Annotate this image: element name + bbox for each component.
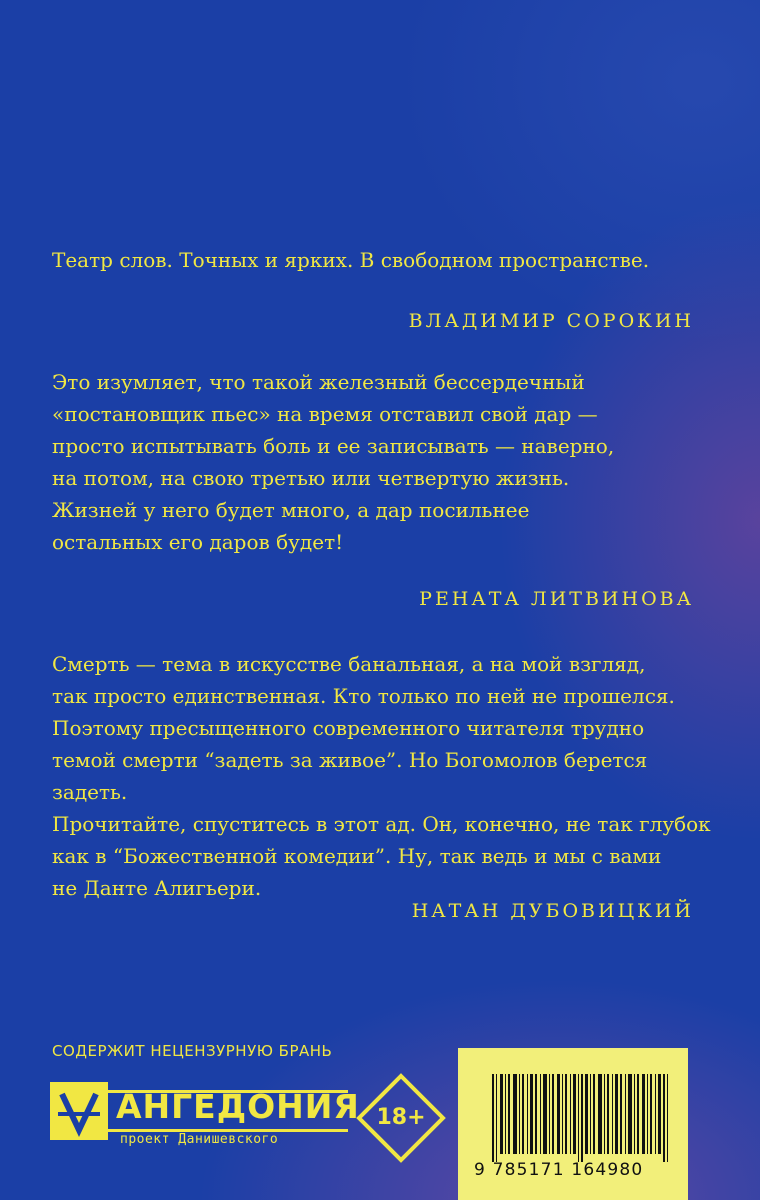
- quote-2-text: Это изумляет, что такой железный бессердечный «постановщик пьес» на время отставил свой дар — просто испытывать боль и ее записывать — наверно, на потом, на свою третью или четвертую жизнь. Жизней у него будет много, а дар посильнее остальных его даров будет!: [52, 370, 615, 554]
- publisher-logo: [50, 1082, 360, 1152]
- publisher-emblem-icon: [50, 1082, 108, 1140]
- profanity-warning: СОДЕРЖИТ НЕЦЕНЗУРНУЮ БРАНЬ: [52, 1042, 333, 1060]
- quote-2-author: РЕНАТА ЛИТВИНОВА: [419, 588, 694, 610]
- quote-3-text: Смерть — тема в искусстве банальная, а на мой взгляд, так просто единственная. Кто только по ней не прошелся. Поэтому пресыщенного современного читателя трудно темой смерти “задеть за живое”. Но Богомолов берется задеть. Прочитайте, спуститесь в этот ад. Он, конечно, не так глубок как в “Божественной комедии”. Ну, так ведь и мы с вами не Данте Алигьери.: [52, 652, 711, 900]
- barcode-icon: [492, 1074, 668, 1162]
- quote-1-author: ВЛАДИМИР СОРОКИН: [408, 310, 694, 332]
- isbn-number: 9 785171 164980: [474, 1160, 644, 1180]
- age-rating-badge: [356, 1073, 446, 1163]
- barcode-panel: [458, 1048, 688, 1200]
- age-rating-text: 18+: [376, 1105, 426, 1130]
- publisher-subtitle: проект Данишевского: [120, 1132, 279, 1147]
- quote-3-author: НАТАН ДУБОВИЦКИЙ: [411, 900, 694, 922]
- quote-1-text: Театр слов. Точных и ярких. В свободном пространстве.: [52, 248, 650, 272]
- publisher-name: АНГЕДОНИЯ: [116, 1087, 360, 1126]
